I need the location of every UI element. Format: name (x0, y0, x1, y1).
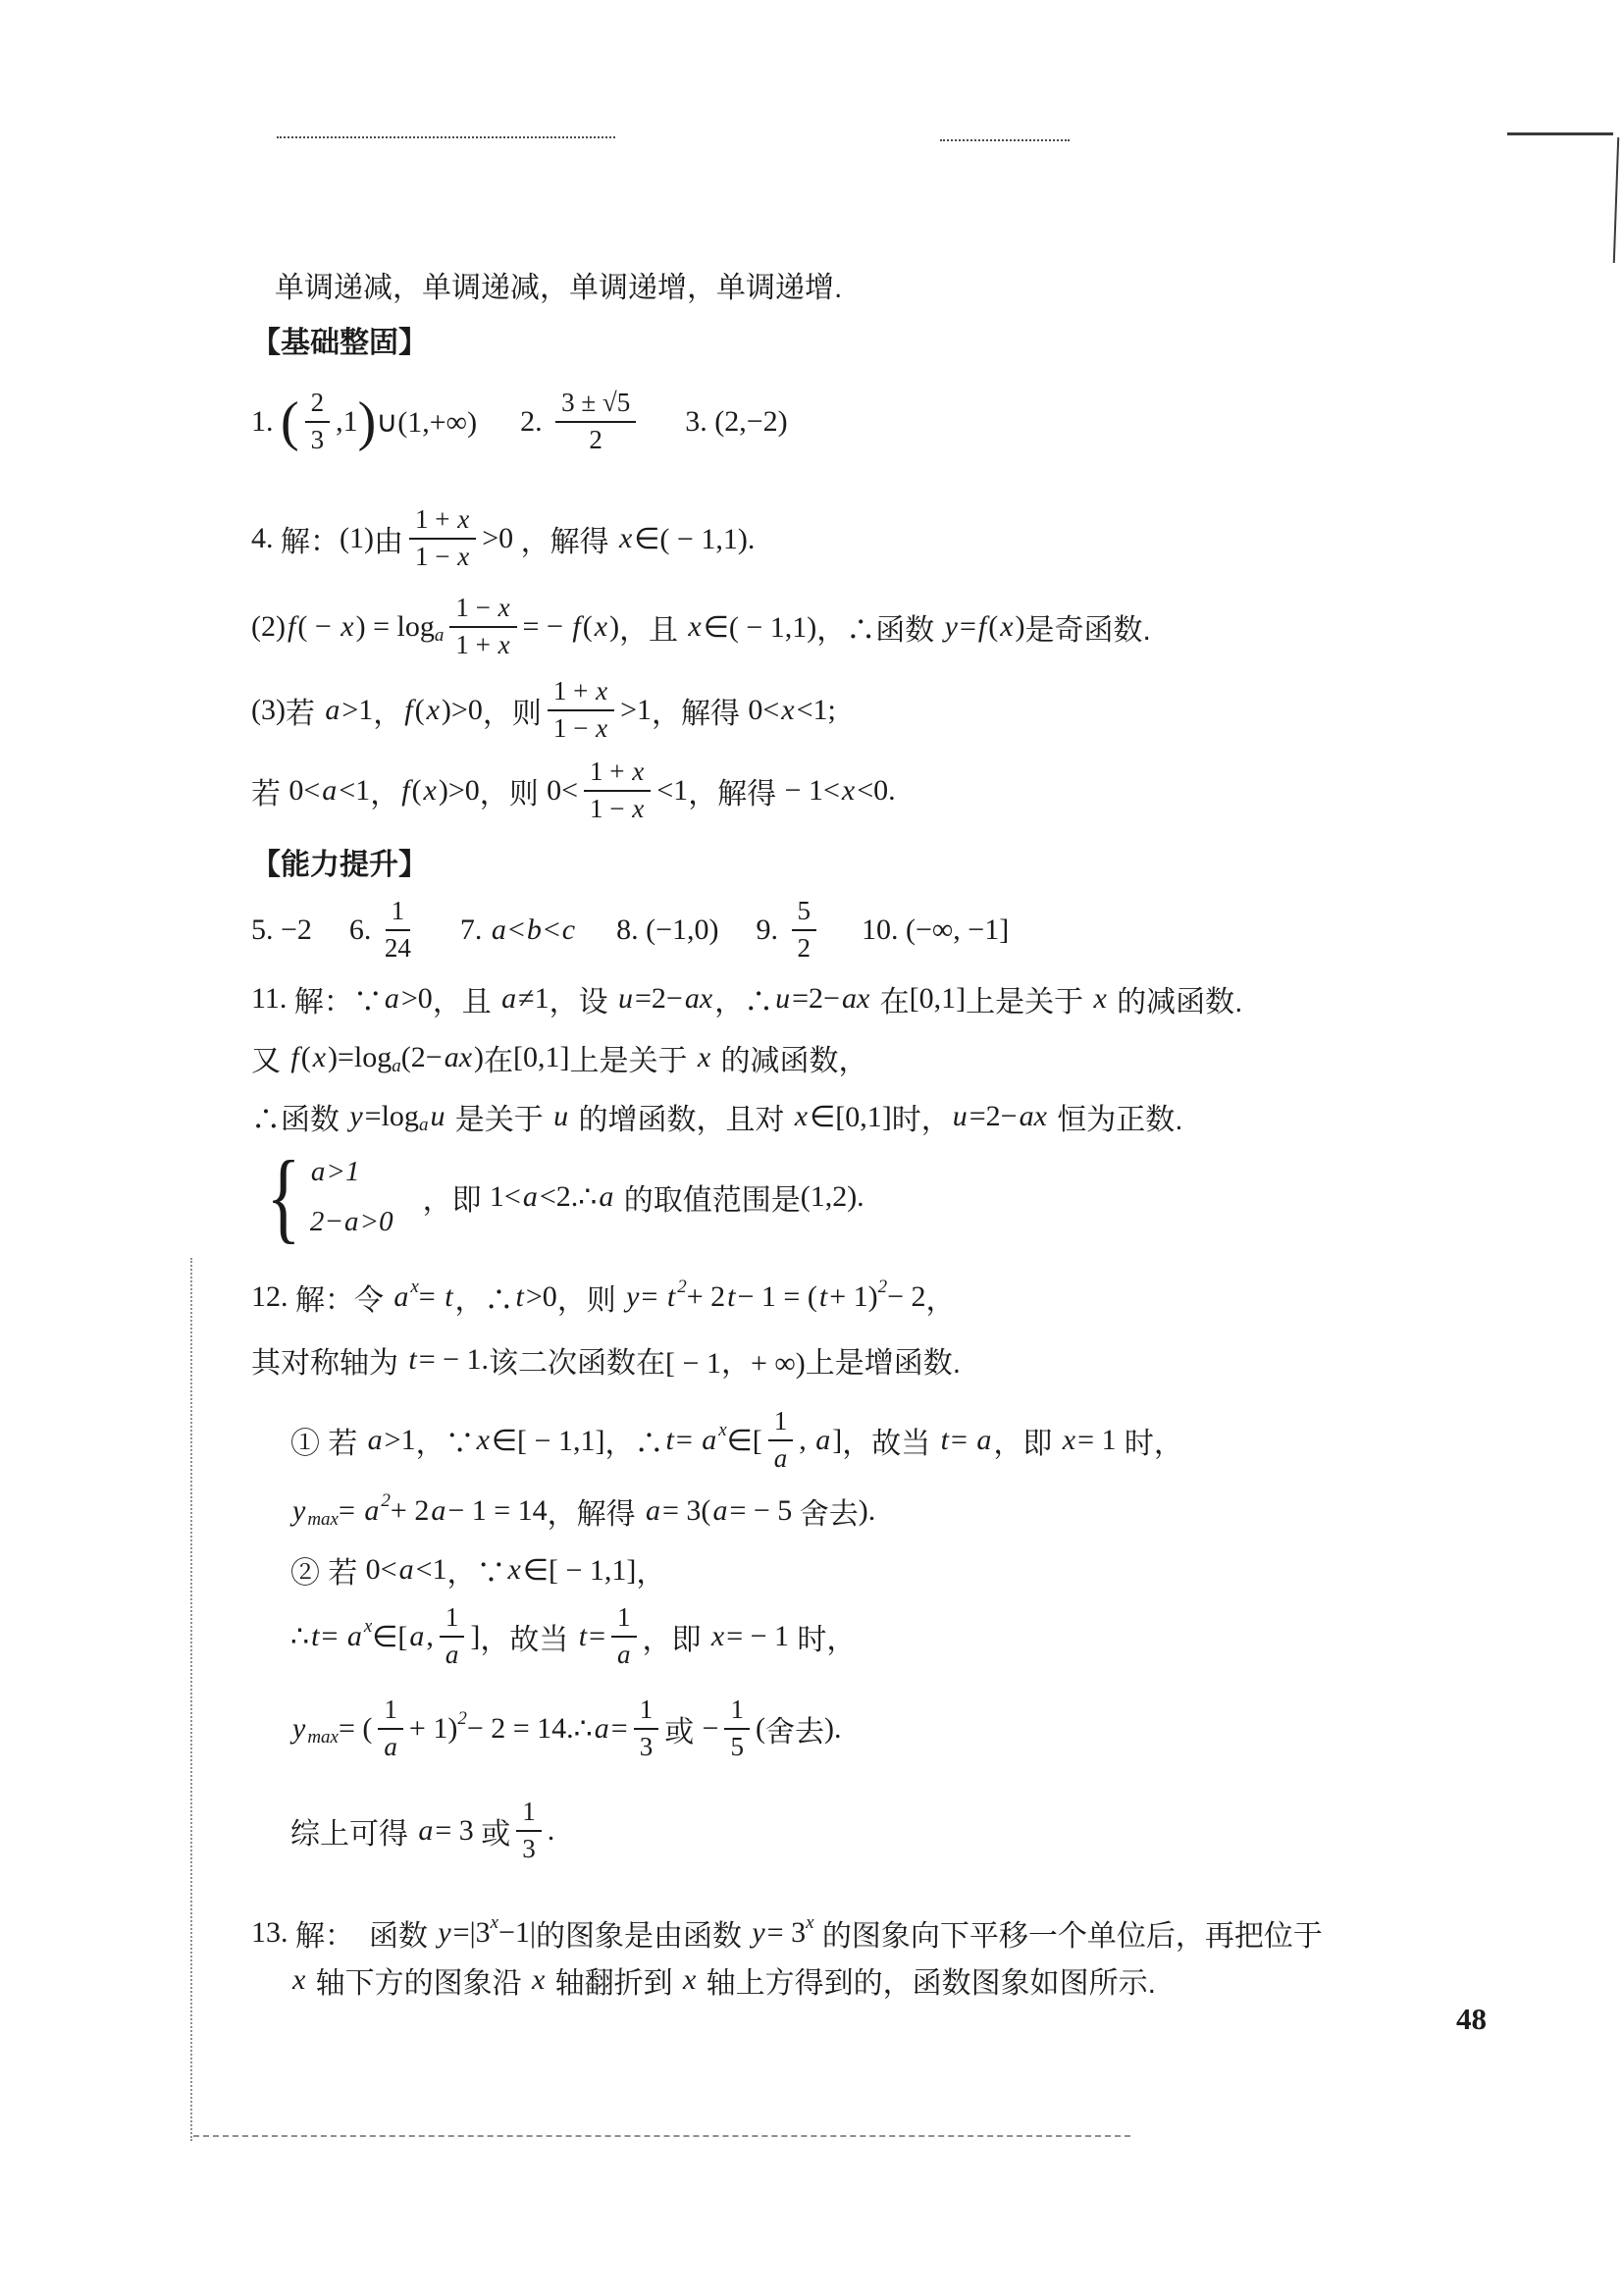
line-problem11-step1: 11. 解：∵ a >0 ，且 a ≠1 ，设 u =2− ax ，∴ u =2− ax 在 [0,1] 上是关于 x 的减函数. (251, 982, 1243, 1018)
scan-artifact-bottom-page-edge (193, 2135, 1130, 2137)
scan-artifact-top-dashes-left (277, 136, 615, 138)
scan-artifact-left-page-edge (190, 1258, 192, 2141)
line-problem12-conclusion: 综上可得 a = 3 或 $\frac{1}{3}$ . (290, 1797, 555, 1863)
line-answers-5-to-10: 5. −2 6. $\frac{1}{24}$ 7. a < b < c 8. (−1,0) 9. $\frac{5}{2}$ 10. (−∞, −1] (251, 896, 1010, 963)
line-problem12-case2: ② 若 0< a <1 ，∵ x ∈[ − 1,1] ， (290, 1553, 666, 1590)
line-answers-1-to-3: 1. ( $\frac{2}{3}$ ,1 ) ∪(1,+∞) 2. $\frac{3 \pm √5}{2}$ 3. (2,−2) (251, 388, 788, 454)
line-problem4-part1: 4. 解： (1) 由 $\frac{1 + x}{1 - x}$ >0 ，解得 x ∈( − 1,1). (251, 504, 756, 571)
line-problem4-part2: (2) f ( − x ) = log a $\frac{1 - x}{1 + x}$ = − f ( x ) ，且 x ∈( − 1,1) ，∴函数 y = f ( x ) 是奇函数. (251, 593, 1151, 659)
scan-artifact-right-edge-line (1613, 137, 1619, 263)
line-problem12-step2: 其对称轴为 t = − 1. 该二次函数在 [ − 1，+ ∞) 上是增函数. (251, 1343, 962, 1380)
line-problem4-part3b: 若 0< a <1 ， f ( x )>0 ，则 0< $\frac{1 + x}{1 - x}$ <1 ，解得 − 1< x <0. (251, 757, 896, 823)
line-monotonicity-answers: 单调递减，单调递减，单调递增，单调递增. (275, 272, 843, 304)
line-problem11-system-conclusion: { a>1 2−a>0 ，即 1< a <2. ∴ a 的取值范围是 (1,2). (266, 1140, 864, 1254)
page-number: 48 (1456, 2002, 1487, 2036)
section-header-ability-improvement: 【能力提升】 (251, 849, 428, 881)
line-problem12-case2-step: ∴ t = a x ∈[ a , $\frac{1}{a}$ ] ，故当 t = $\frac{1}{a}$ ，即 x = − 1 时， (290, 1602, 857, 1669)
line-problem13-step2: x 轴下方的图象沿 x 轴翻折到 x 轴上方得到的，函数图象如图所示. (292, 1963, 1156, 2000)
line-problem12-step1: 12. 解：令 a x = t ，∴ t >0 ，则 y = t 2 + 2 t − 1 = ( t + 1) 2 − 2 ， (251, 1277, 956, 1317)
line-problem4-part3a: (3) 若 a >1 ， f ( x )>0 ，则 $\frac{1 + x}{1 - x}$ >1 ，解得 0< x <1; (251, 676, 836, 743)
line-problem11-step3: ∴函数 y =log a u 是关于 u 的增函数，且对 x ∈[0,1] 时， u =2− ax 恒为正数. (251, 1100, 1183, 1136)
line-problem11-step2: 又 f ( x )=log a (2− ax ) 在 [0,1] 上是关于 x 的减函数， (251, 1041, 868, 1077)
scan-artifact-top-dashes-right (1507, 132, 1613, 135)
answers-column (251, 263, 1556, 2002)
scan-artifact-top-dashes-mid (940, 139, 1070, 141)
section-header-basic-consolidation: 【基础整固】 (251, 327, 428, 359)
line-problem12-case1: ① 若 a >1 ，∵ x ∈[ − 1,1] ，∴ t = a x ∈[ $\frac{1}{a}$ , a ] ，故当 t = a ，即 x = 1 时， (290, 1406, 1183, 1473)
line-problem13-step1: 13. 解： 函数 y =|3 x −1| 的图象是由函数 y = 3 x 的图象向下平移一个单位后，再把位于 (251, 1912, 1323, 1953)
line-problem12-case1-result: y max = a 2 + 2 a − 1 = 14 ，解得 a = 3( a = − 5 舍去 ). (292, 1490, 876, 1531)
line-problem12-case2-result: y max = ( $\frac{1}{a}$ + 1) 2 − 2 = 14. ∴ a = $\frac{1}{3}$ 或 − $\frac{1}{5}$ ( 舍去 ). (292, 1695, 842, 1761)
